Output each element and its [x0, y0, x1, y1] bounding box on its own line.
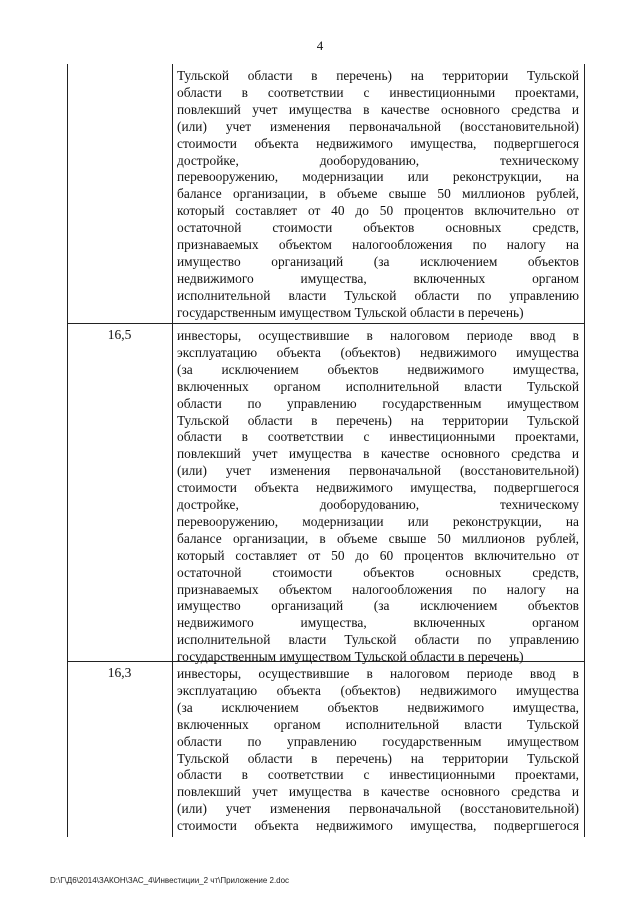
- text-line: области в соответствии с инвестиционными проектами,: [177, 84, 579, 100]
- text-line: признаваемых объектом налогообложения по налогу на: [177, 237, 579, 252]
- text-line: который составляет от 40 до 50 процентов включительно от: [177, 203, 579, 219]
- text-line: Тульской области в перечень) на территории Тульской: [177, 68, 579, 83]
- text-line: балансе организации, в объеме свыше 50 миллионов рублей,: [177, 186, 579, 202]
- text-line: стоимости объекта недвижимого имущества, подвергшегося: [177, 818, 579, 834]
- file-path-footer: D:\Г\Д6\2014\ЗАКОН\ЗАС_4\Инвестиции_2 чт\Приложение 2.doc: [50, 876, 290, 885]
- text-line: включенных органом исполнительной власти Тульской: [177, 378, 579, 394]
- text-line: остаточной стоимости объектов основных средств,: [177, 220, 579, 236]
- table-row-divider: [67, 323, 585, 324]
- rate-cell: 16,5: [107, 327, 132, 342]
- page-number: 4: [316, 38, 324, 53]
- text-line: недвижимого имущества, включенных органом: [177, 615, 579, 631]
- text-line: включенных органом исполнительной власти Тульской: [177, 716, 579, 732]
- text-line: государственным имуществом Тульской области в перечень): [177, 304, 524, 320]
- text-line: инвесторы, осуществившие в налоговом периоде ввод в: [177, 666, 579, 681]
- text-line: государственным имуществом Тульской области в перечень): [177, 649, 524, 665]
- text-line: инвесторы, осуществившие в налоговом периоде ввод в: [177, 328, 579, 343]
- text-line: Тульской области в перечень) на территории Тульской: [177, 750, 579, 766]
- text-line: исполнительной власти Тульской области по управлению: [177, 632, 579, 648]
- text-line: стоимости объекта недвижимого имущества, подвергшегося: [177, 480, 579, 496]
- text-line: области по управлению государственным имуществом: [177, 395, 579, 411]
- text-line: перевооружению, модернизации или реконструкции, на: [177, 169, 579, 185]
- document-table: [67, 64, 585, 837]
- text-line: стоимости объекта недвижимого имущества, подвергшегося: [177, 135, 579, 151]
- text-line: балансе организации, в объеме свыше 50 миллионов рублей,: [177, 530, 579, 546]
- text-line: (за исключением объектов недвижимого имущества,: [177, 361, 579, 377]
- text-line: повлекший учет имущества в качестве основного средства и: [177, 101, 579, 117]
- text-line: достройке, дооборудованию, техническому: [177, 497, 579, 512]
- table-border-left: [67, 64, 68, 837]
- text-line: достройке, дооборудованию, техническому: [177, 152, 579, 168]
- text-line: (или) учет изменения первоначальной (восстановительной): [177, 463, 579, 479]
- text-line: который составляет от 50 до 60 процентов включительно от: [177, 547, 579, 563]
- text-line: (или) учет изменения первоначальной (восстановительной): [177, 118, 579, 134]
- table-column-divider: [172, 64, 173, 837]
- text-line: эксплуатацию объекта (объектов) недвижимого имущества: [177, 682, 579, 698]
- text-line: признаваемых объектом налогообложения по налогу на: [177, 581, 579, 597]
- text-line: имущество организаций (за исключением объектов: [177, 598, 579, 614]
- text-line: Тульской области в перечень) на территории Тульской: [177, 412, 579, 428]
- text-line: повлекший учет имущества в качестве основного средства и: [177, 446, 579, 462]
- text-line: повлекший учет имущества в качестве основного средства и: [177, 784, 579, 800]
- text-line: области в соответствии с инвестиционными проектами,: [177, 767, 579, 783]
- text-line: (за исключением объектов недвижимого имущества,: [177, 699, 579, 715]
- text-line: перевооружению, модернизации или реконструкции, на: [177, 513, 579, 529]
- table-border-right: [584, 64, 585, 837]
- text-line: области по управлению государственным имуществом: [177, 733, 579, 749]
- text-line: области в соответствии с инвестиционными проектами,: [177, 429, 579, 445]
- text-line: недвижимого имущества, включенных органом: [177, 270, 579, 286]
- text-line: эксплуатацию объекта (объектов) недвижимого имущества: [177, 344, 579, 360]
- text-line: (или) учет изменения первоначальной (восстановительной): [177, 801, 579, 817]
- text-line: исполнительной власти Тульской области по управлению: [177, 287, 579, 303]
- text-line: остаточной стоимости объектов основных средств,: [177, 564, 579, 580]
- text-line: имущество организаций (за исключением объектов: [177, 253, 579, 269]
- rate-cell: 16,3: [107, 665, 132, 680]
